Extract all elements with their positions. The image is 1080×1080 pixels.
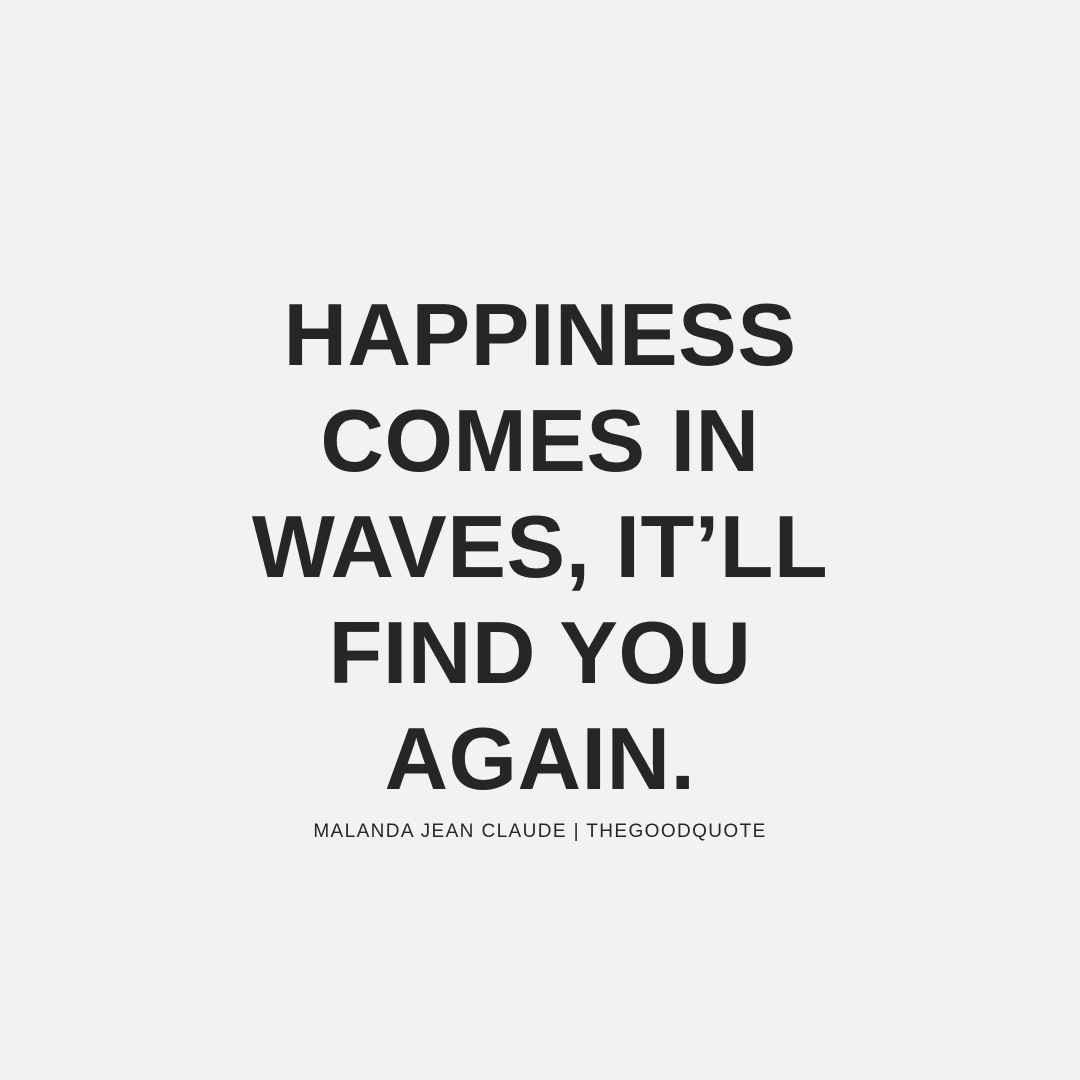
quote-line-1: HAPPINESS (283, 285, 797, 384)
quote-line-3: WAVES, IT’LL (251, 497, 829, 596)
quote-line-5: AGAIN. (384, 709, 696, 808)
attribution: MALANDA JEAN CLAUDE | THEGOODQUOTE (313, 821, 767, 842)
quote-line-4: FIND YOU (328, 603, 752, 702)
quote-line-2: COMES IN (320, 391, 760, 490)
quote-text (0, 282, 1080, 812)
